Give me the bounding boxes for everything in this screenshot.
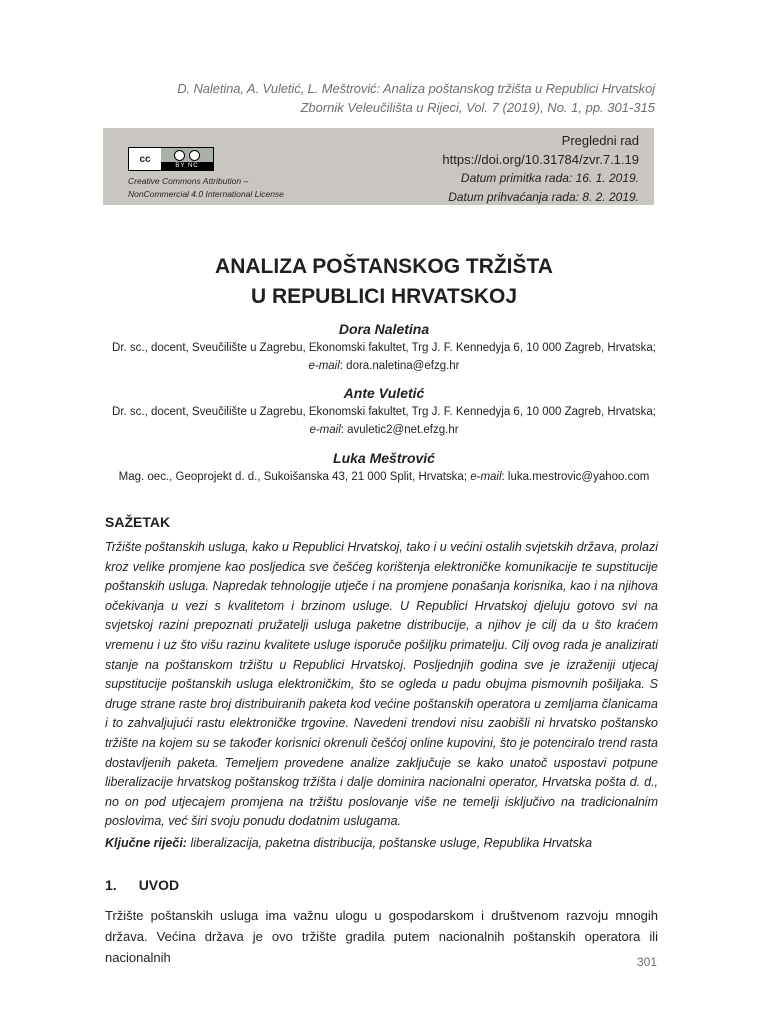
article-info-box	[103, 128, 654, 205]
cc-icon	[129, 148, 161, 170]
email-label: e-mail	[470, 471, 502, 483]
license-text	[128, 175, 284, 201]
cc-conditions	[161, 148, 213, 170]
accepted-date: Datum prihvaćanja rada: 8. 2. 2019.	[448, 190, 639, 204]
cc-nc-label: NC	[187, 163, 199, 169]
keywords-text: liberalizacija, paketna distribucija, poštanske usluge, Republika Hrvatska	[186, 836, 593, 850]
author-affiliation	[0, 403, 768, 421]
email-label: e-mail	[308, 360, 340, 372]
author-name: Dora Naletina	[338, 321, 430, 337]
received-date: Datum primitka rada: 16. 1. 2019.	[460, 171, 639, 185]
keywords-label: Ključne riječi:	[105, 836, 187, 850]
abstract-text: Tržište poštanskih usluga, kako u Republici Hrvatskoj, tako i u većini ostalih svjetskih država, prolazi kroz velike promjene kao posljedica sve češćeg korištenja elektroničke komunikacije te supstitucije poštanskih usluga. Napredak tehnologije utječe i na promjene ponašanja korisnika, kao i na njihova očekivanja u vezi s kvalitetom i brzinom usluge. U Republici Hrvatskoj djeluju gotovo svi na svjetskoj razini prepoznati pružatelji usluga paketne distribucije, a njihov je cilj da u što kraćem vremenu i uz što višu razinu kvalitete usluge isporuče pošiljku primatelju. Cilj ovog rada je analizirati stanje na poštanskom tržištu u Republici Hrvatskoj. Posljednjih godina sve je izraženiji utjecaj supstitucije poštanskih usluga elektroničkim, što se ogleda u padu obujma pismovnih pošiljaka. S druge strane raste broj distribuiranih paketa kod većine poštanskih operatora u zemljama članicama i to zahvaljujući rastu elektroničke trgovine. Navedeni trendovi nisu zaobišli ni hrvatsko poštansko tržište na kojem su se također korisnici okrenuli češćoj online kupovini, što je potenciralo trend rasta dostavljenih paketa. Temeljem provedene analize zaključuje se kako unatoč uspostavi potpune liberalizacije hrvatskog poštanskog tržišta i dalje dominira nacionalni operator, Hrvatska pošta d. d., no on pod utjecajem promjena na tržištu poslovanje više ne temelji isključivo na tradicionalnim poslovima, već širi svoju ponudu dodatnim uslugama.	[105, 540, 658, 829]
article-type: Pregledni rad	[561, 133, 639, 148]
running-head-journal: Zbornik Veleučilišta u Rijeci, Vol. 7 (2019), No. 1, pp. 301-315	[300, 100, 655, 115]
attribution-icon	[174, 150, 185, 161]
title-line-2: U REPUBLICI HRVATSKOJ	[250, 285, 518, 308]
author-affiliation	[0, 339, 768, 357]
author-2	[0, 383, 768, 439]
email-address[interactable]: : luka.mestrovic@yahoo.com	[501, 471, 650, 483]
email-address[interactable]: : dora.naletina@efzg.hr	[339, 360, 460, 372]
affiliation-text: Dr. sc., docent, Sveučilište u Zagrebu, Ekonomski fakultet, Trg J. F. Kennedyja 6, 10 000 Zagreb, Hrvatska;	[112, 406, 656, 418]
doi-link[interactable]: https://doi.org/10.31784/zvr.7.1.19	[442, 152, 639, 167]
email-label: e-mail	[309, 424, 341, 436]
cc-by-label: BY	[175, 163, 186, 169]
page-number: 301	[636, 955, 657, 969]
affiliation-text: Dr. sc., docent, Sveučilište u Zagrebu, Ekonomski fakultet, Trg J. F. Kennedyja 6, 10 000 Zagreb, Hrvatska;	[112, 342, 656, 354]
cc-condition-icons	[174, 148, 200, 162]
author-name: Luka Meštrović	[333, 450, 435, 466]
paper-title	[0, 252, 768, 312]
author-email-line	[0, 357, 768, 375]
cc-badge-label: cc	[139, 153, 151, 165]
section-title: UVOD	[138, 877, 180, 893]
article-meta	[442, 131, 639, 207]
title-line-1: ANALIZA POŠTANSKOG TRŽIŠTA	[215, 255, 553, 278]
running-head	[177, 79, 655, 117]
section-heading	[105, 877, 179, 893]
running-head-authors-title: D. Naletina, A. Vuletić, L. Meštrović: Analiza poštanskog tržišta u Republici Hrvatskoj	[177, 81, 655, 96]
license-line-1: Creative Commons Attribution –	[128, 176, 249, 186]
cc-license-badge[interactable]	[128, 147, 214, 171]
cc-condition-tags	[161, 162, 213, 170]
section-body-text: Tržište poštanskih usluga ima važnu ulogu u gospodarskom i društvenom razvoju mnogih država. Većina država je ovo tržište gradila putem nacionalnih poštanskih operatora ili nacionalnih	[105, 908, 658, 965]
abstract-heading: SAŽETAK	[105, 514, 171, 530]
affiliation-text: Mag. oec., Geoprojekt d. d., Sukoišanska 43, 21 000 Split, Hrvatska;	[118, 471, 471, 483]
author-email-line	[0, 421, 768, 439]
author-1	[0, 319, 768, 375]
keywords	[105, 833, 665, 853]
noncommercial-icon	[189, 150, 200, 161]
email-address[interactable]: : avuletic2@net.efzg.hr	[340, 424, 459, 436]
author-affiliation-email	[0, 468, 768, 486]
author-3	[0, 448, 768, 486]
author-name: Ante Vuletić	[343, 385, 425, 401]
section-number: 1.	[105, 877, 117, 893]
license-line-2: NonCommercial 4.0 International License	[128, 189, 284, 199]
